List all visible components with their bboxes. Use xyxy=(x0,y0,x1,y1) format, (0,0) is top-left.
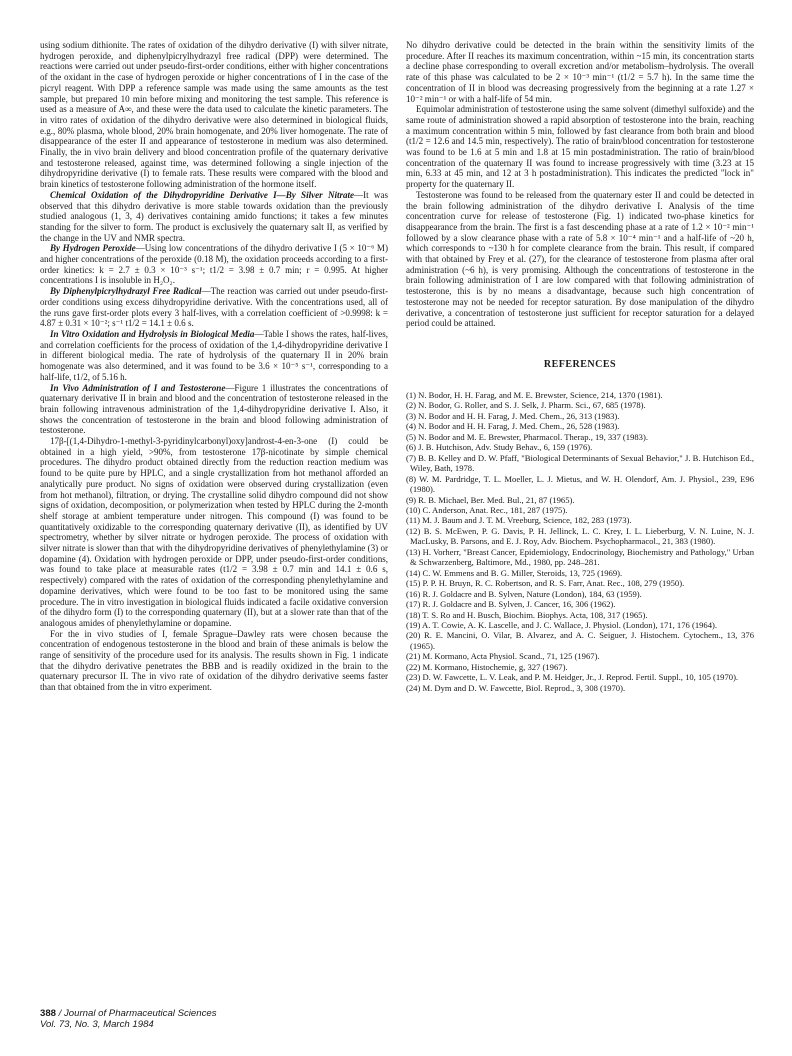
paragraph-text: —Table I shows the rates, half-lives, and correlation coefficients for the process of oxidation of the 1,4-dihydropyridine derivative I in different biological media. The rate of hydrolysis of the quaternary II in 20% brain homogenate was also determined, and it was found to be 3.6 × 10⁻⁵ s⁻¹, corresponding to a half-life, t1/2, of 5.16 h. xyxy=(40,328,388,382)
paragraph-text: —Figure 1 illustrates the concentrations of quaternary derivative II in brain and blood and the concentration of testosterone released in the brain following intravenous administration of the 1,4-dihydropyridine derivative I. Also, it shows the concentration of testosterone in the brain and blood following administration of testosterone. xyxy=(40,382,388,436)
reference-item: (7) B. B. Kelley and D. W. Pfaff, "Biological Determinants of Sexual Behavior," J. B. Hutchison Ed., Wiley, Bath, 1978. xyxy=(406,452,754,474)
reference-item: (19) A. T. Cowie, A. K. Lascelle, and J. C. Wallace, J. Physiol. (London), 171, 176 (1964). xyxy=(406,619,718,630)
body-paragraph: No dihydro derivative could be detected in the brain within the sensitivity limits of the procedure. After II reaches its maximum concentration, within ~15 min, its concentration starts a decline phase corresponding to overall excretion and/or metabolism–hydrolysis. The overall rate of this phase was calculated to be 2 × 10⁻³ min⁻¹ (t1/2 = 5.7 h). In the same time the concentration of II in blood was decreasing progressively from the beginning at a rate 1.27 × 10⁻² min⁻¹ or with a half-life of 54 min. xyxy=(406,40,754,104)
reference-item: (22) M. Kormano, Histochemie, g, 327 (1967). xyxy=(406,661,568,672)
reference-item: (18) T. S. Ro and H. Busch, Biochim. Biophys. Acta, 108, 317 (1965). xyxy=(406,609,648,620)
reference-item: (4) N. Bodor and H. H. Farag, J. Med. Chem., 26, 528 (1983). xyxy=(406,421,620,432)
paragraph-text: —The reaction was carried out under pseudo-first-order conditions using excess dihydropyridine derivative. With the concentrations used, all of the runs gave first-order plots every 3 half-lives, with a correlation coefficient of >0.9998: k = 4.87 ± 0.31 × 10⁻²; s⁻¹ t1/2 = 14.1 ± 0.6 s. xyxy=(40,286,388,329)
body-paragraph xyxy=(40,243,388,286)
reference-item: (17) R. J. Goldacre and B. Sylven, J. Cancer, 16, 306 (1962). xyxy=(406,599,616,610)
paragraph-text: —Using low concentrations of the dihydro derivative I (5 × 10⁻⁶ M) and higher concentrations of the peroxide (0.18 M), the oxidation proceeds according to a first-order kinetics: k = 2.7 ± 0.3 × 10⁻³ s⁻¹; t1/2 = 3.98 ± 0.7 min; r = 0.995. At higher concentrations I is insoluble in H₂O₂. xyxy=(40,243,388,286)
body-paragraph: Equimolar administration of testosterone using the same solvent (dimethyl sulfoxide) and the same route of administration showed a rapid absorption of testosterone into the brain, reaching a maximum concentration within 5 min, followed by fast clearance from both brain and blood (t1/2 = 12.6 and 14.5 min, respectively). The ratio of brain/blood concentration for testosterone was found to be 1.6 at 5 min and 1.8 at 15 min postadministration. The ratio of brain/blood concentration of the quaternary II was found to increase progressively with time (3.23 at 15 min, 6.33 at 45 min, and 12 at 3 h postadministration). This indicates the predicted "lock in" property for the quaternary II. xyxy=(406,104,754,190)
body-paragraph xyxy=(40,329,388,383)
reference-item: (2) N. Bodor, G. Roller, and S. J. Selk, J. Pharm. Sci., 67, 685 (1978). xyxy=(406,400,646,411)
reference-item: (9) R. B. Michael, Ber. Med. Bul., 21, 87 (1965). xyxy=(406,494,575,505)
section-heading: In Vitro Oxidation and Hydrolysis in Biological Media xyxy=(50,328,255,339)
reference-item: (16) R. J. Goldacre and B. Sylven, Nature (London), 184, 63 (1959). xyxy=(406,588,642,599)
reference-item: (6) J. B. Hutchison, Adv. Study Behav., 6, 159 (1976). xyxy=(406,442,593,453)
reference-item: (12) B. S. McEwen, P. G. Davis, P. H. Jellinck, L. C. Krey, I. L. Lieberburg, V. N. Luine, N. J. MacLusky, B. Parsons, and E. J. Roy, Adv. Biochem. Psychopharmacol., 21, 383 (1980). xyxy=(406,525,754,547)
article-page xyxy=(40,40,754,1010)
right-column xyxy=(406,40,754,693)
reference-item: (11) M. J. Baum and J. T. M. Vreeburg, Science, 182, 283 (1973). xyxy=(406,515,632,526)
reference-item: (8) W. M. Pardridge, T. L. Moeller, L. J. Mietus, and W. H. Olendorf, Am. J. Physiol., 239, E96 (1980). xyxy=(406,473,754,495)
reference-item: (24) M. Dym and D. W. Fawcette, Biol. Reprod., 3, 308 (1970). xyxy=(406,682,626,693)
page-number: 388 xyxy=(40,1008,57,1019)
body-paragraph xyxy=(40,286,388,329)
subsection-heading: By Diphenylpicrylhydrazyl Free Radical xyxy=(50,286,202,297)
page-footer xyxy=(40,1008,400,1030)
reference-item: (20) R. E. Mancini, O. Vilar, B. Alvarez, and A. C. Seiguer, J. Histochem. Cytochem., 13, 376 (1965). xyxy=(406,630,754,651)
reference-item: (15) P. P. H. Bruyn, R. C. Robertson, and R. S. Farr, Anat. Rec., 108, 279 (1950). xyxy=(406,578,685,589)
references-heading: REFERENCES xyxy=(543,358,617,370)
references-list xyxy=(406,390,754,693)
reference-item: (23) D. W. Fawcette, L. V. Leak, and P. M. Heidger, Jr., J. Reprod. Fertil. Suppl., 10, 105 (1970). xyxy=(406,672,739,683)
volume-issue: Vol. 73, No. 3, March 1984 xyxy=(40,1019,154,1030)
left-column xyxy=(40,40,388,693)
reference-item: (5) N. Bodor and M. E. Brewster, Pharmacol. Therap., 19, 337 (1983). xyxy=(406,431,648,442)
reference-item: (21) M. Kormano, Acta Physiol. Scand., 71, 125 (1967). xyxy=(406,651,600,662)
body-paragraph: For the in vivo studies of I, female Sprague–Dawley rats were chosen because the concentration of endogenous testosterone in the blood and brain of these animals is below the range of sensitivity of the procedure used for its analysis. The results shown in Fig. 1 indicate that the dihydro derivative penetrates the BBB and is readily oxidized in the brain to the quaternary precursor II. The in vivo rate of oxidation of the dihydro derivative seems faster than that obtained from the in vitro experiment. xyxy=(40,628,388,693)
subsection-heading: By Hydrogen Peroxide xyxy=(50,243,136,254)
section-heading: In Vivo Administration of I and Testosterone xyxy=(50,382,226,393)
journal-line xyxy=(40,1008,400,1019)
journal-name: / Journal of Pharmaceutical Sciences xyxy=(56,1008,217,1019)
body-paragraph: 17β-[(1,4-Dihydro-1-methyl-3-pyridinylcarbonyl)oxy]androst-4-en-3-one (I) could be obtained in a high yield, >90%, from testosterone 17β-nicotinate by simple chemical procedures. The dihydro product obtained directly from the reduction reaction medium was found to be quite pure by HPLC, and a single crystallization from hot methanol afforded an analytically pure product. No signs of oxidation were observed during crystallization (even from hot methanol), filtration, or drying. The crystalline solid dihydro compound did not show signs of oxidation, decomposition, or polymerization when tested by HPLC during the 2-month shelf storage at ambient temperature under nitrogen. This compound (I) was found to be quantitatively oxidizable to the corresponding quaternary derivative (II), as identified by UV spectrometry, whether by silver nitrate or hydrogen peroxide. The process of oxidation with silver nitrate is slower than that with the dihydropyridine derivatives of phenylethylamine (3) or dopamine (4). Oxidation with hydrogen peroxide or DPP, under pseudo-first-order conditions, was found to take place at measurable rates (t1/2 = 3.98 ± 0.7 min and 14.1 ± 0.6 s, respectively) compared with the rates of oxidation of the corresponding phenylethylamine and dopamine derivatives, which were found to be too fast to be monitored using the same procedure. The in vitro investigation in biological fluids indicated a facile oxidative conversion of the dihydro form (I) to the corresponding quaternary (II), but at a slower rate than that of the analogous amides of phenylethylamine or dopamine. xyxy=(40,436,388,628)
reference-item: (14) C. W. Emmens and B. G. Miller, Steroids, 13, 725 (1969). xyxy=(406,567,623,578)
reference-item: (10) C. Anderson, Anat. Rec., 181, 287 (1975). xyxy=(406,504,568,515)
reference-item: (1) N. Bodor, H. H. Farag, and M. E. Brewster, Science, 214, 1370 (1981). xyxy=(406,389,663,400)
reference-item: (3) N. Bodor and H. H. Farag, J. Med. Chem., 26, 313 (1983). xyxy=(406,410,620,421)
body-paragraph xyxy=(40,383,388,437)
body-paragraph xyxy=(40,190,388,244)
section-heading: Chemical Oxidation of the Dihydropyridine Derivative I—By Silver Nitrate xyxy=(50,189,355,200)
reference-item: (13) H. Vorherr, "Breast Cancer, Epidemiology, Endocrinology, Biochemistry and Pathology," Urban & Schwarzenberg, Baltimore, Md., 1980, pp. 248–281. xyxy=(406,546,754,568)
body-paragraph: using sodium dithionite. The rates of oxidation of the dihydro derivative (I) with silver nitrate, hydrogen peroxide, and diphenylpicrylhydrazyl free radical (DPP) were determined. The reactions were carried out under pseudo-first-order conditions, either with higher concentrations of the oxidant in the case of hydrogen peroxide or higher concentrations of I in the case of the picryl reagent. With DPP a reference sample was made using the same amounts as the test sample, but prepared 10 min before mixing and monitoring the test sample. This reference is used as a measure of A∞, and these were the data used to calculate the kinetic parameters. The in vitro rates of oxidation of the dihydro derivative were also determined in biological fluids, e.g., 80% plasma, whole blood, 20% brain homogenate, and 20% liver homogenate. The rate of disappearance of the ester II and appearance of testosterone in medium was also determined. Finally, the in vivo brain delivery and blood concentration profile of the quaternary derivative and testosterone released, against time, was determined following a single injection of the dihydropyridine derivative (I) to female rats. These results were compared with the blood and brain kinetics of testosterone following administration of the hormone itself. xyxy=(40,40,388,190)
paragraph-text: —It was observed that this dihydro derivative is more stable towards oxidation than the previously studied analogous (1, 3, 4) derivatives containing amido functions; it takes a few minutes standing for the silver to form. The product is exclusively the quaternary salt II, as verified by the change in the UV and NMR spectra. xyxy=(40,189,388,243)
body-paragraph: Testosterone was found to be released from the quaternary ester II and could be detected in the brain following administration of the dihydro derivative I. Analysis of the time concentration curve for release of testosterone (Fig. 1) indicated two-phase kinetics for disappearance from the brain. The first is a fast descending phase at a rate of 1.2 × 10⁻² min⁻¹ followed by a slow clearance phase with a rate of 5.8 × 10⁻⁴ min⁻¹ and a half-life of ~20 h, which corresponds to ~130 h for complete clearance from the brain. This result, if compared with that obtained by Frey et al. (27), for the clearance of testosterone from plasma after oral administration (~6 h), is very promising. Although the concentrations of testosterone in the brain following administration of I are low compared with that following administration of testosterone, this is by no means a disadvantage, because such high concentration of testosterone may not be needed for receptor saturation. By dose manipulation of the dihydro derivative, a concentration of testosterone just sufficient for receptor saturation for a delayed period could be attained. xyxy=(406,189,754,329)
